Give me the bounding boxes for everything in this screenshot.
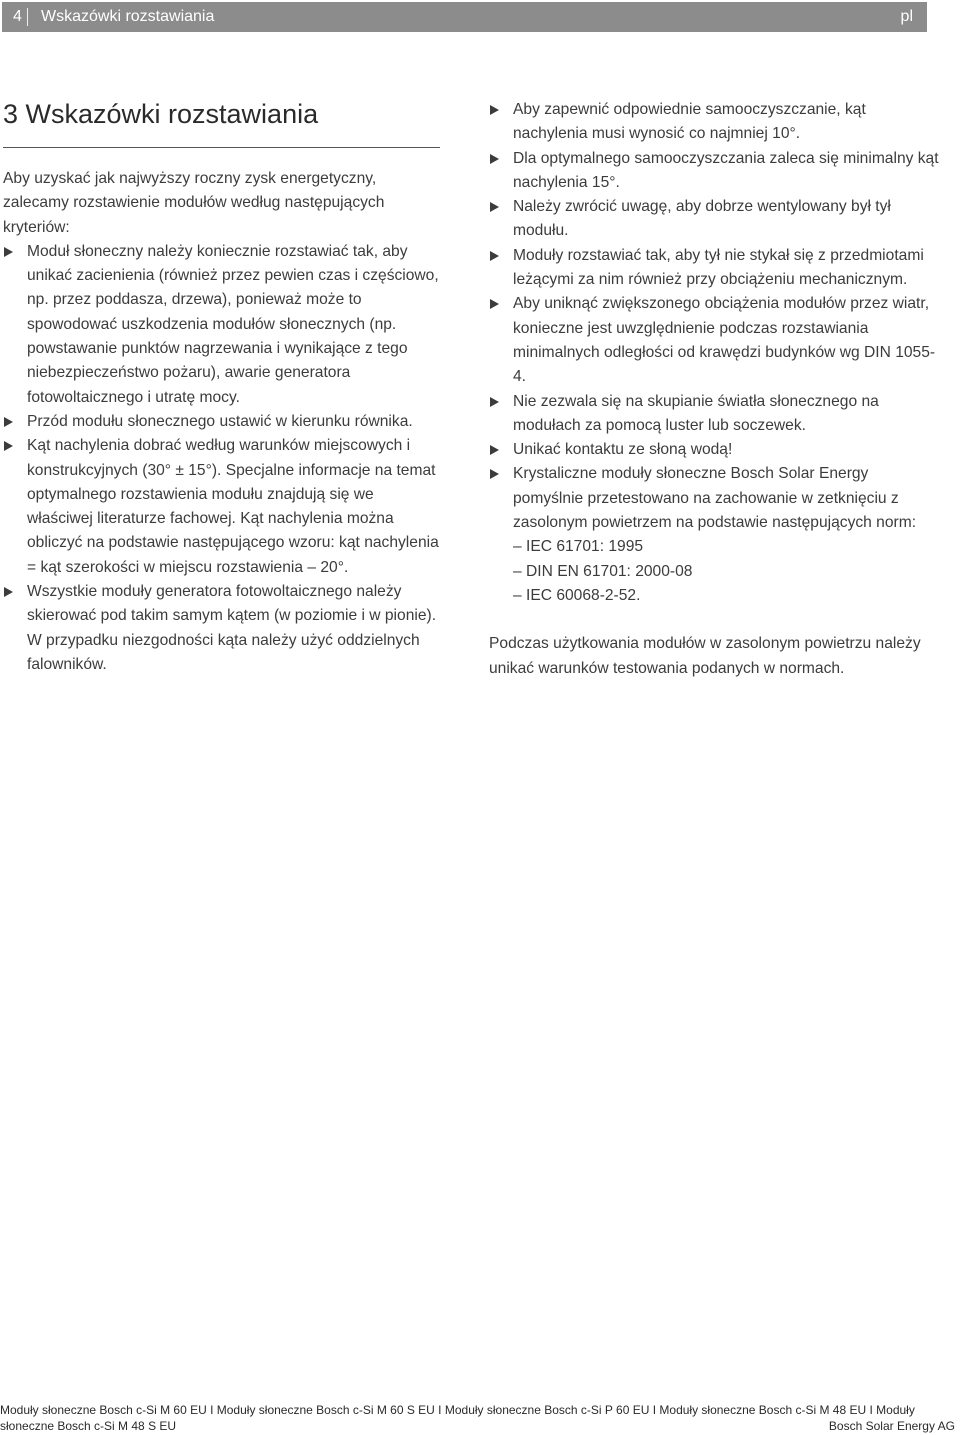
triangle-bullet-icon xyxy=(490,154,499,164)
list-item-text: Moduł słoneczny należy koniecznie rozstawiać tak, aby unikać zacienienia (również przez pewien czas i częściowo, np. przez poddasza, drzewa), ponieważ może to spowodować uszkodzenia modułów słonecznych (np. powstawanie punktów nagrzewania i wynikające z tego niebezpieczeństwo pożaru), awarie generatora fotowoltaicznego i utratę mocy. xyxy=(27,242,439,406)
list-item xyxy=(489,147,939,196)
list-item xyxy=(489,438,939,462)
triangle-bullet-icon xyxy=(490,469,499,479)
norm-item: – IEC 60068-2-52. xyxy=(513,586,641,604)
norms-list xyxy=(513,535,939,608)
page-number: 4 xyxy=(13,8,22,25)
page-header-bar xyxy=(2,2,927,32)
triangle-bullet-icon xyxy=(490,445,499,455)
title-divider xyxy=(3,147,440,148)
intro-paragraph: Aby uzyskać jak najwyższy roczny zysk energetyczny, zalecamy rozstawienie modułów według następujących kryteriów: xyxy=(3,170,385,236)
list-item-text: Przód modułu słonecznego ustawić w kierunku równika. xyxy=(27,412,413,430)
list-item-text: Moduły rozstawiać tak, aby tył nie stykał się z przedmiotami leżącymi za nim również przy obciążeniu mechanicznym. xyxy=(513,246,924,289)
list-item-text: Kąt nachylenia dobrać według warunków miejscowych i konstrukcyjnych (30° ± 15°). Specjalne informacje na temat optymalnego rozstawienia modułu znajdują się we właściwej literaturze fachowej. Kąt nachylenia można obliczyć na podstawie następującego wzoru: kąt nachylenia = kąt szerokości w miejscu rozstawienia – 20°. xyxy=(27,437,439,576)
list-item-text: Aby uniknąć zwiększonego obciążenia modułów przez wiatr, konieczne jest uwzględnienie podczas rozstawiania minimalnych odległości od krawędzi budynków wg DIN 1055-4. xyxy=(513,295,936,386)
triangle-bullet-icon xyxy=(4,417,13,427)
list-item xyxy=(489,390,939,439)
list-item-text: Dla optymalnego samooczyszczania zaleca się minimalny kąt nachylenia 15°. xyxy=(513,149,939,191)
list-item-text: Aby zapewnić odpowiednie samooczyszczanie, kąt nachylenia musi wynosić co najmniej 10°. xyxy=(513,101,866,143)
triangle-bullet-icon xyxy=(490,105,499,115)
list-item-text: Unikać kontaktu ze słoną wodą! xyxy=(513,441,733,459)
triangle-bullet-icon xyxy=(490,397,499,407)
triangle-bullet-icon xyxy=(4,587,13,597)
header-divider xyxy=(27,8,28,26)
list-item-text: Nie zezwala się na skupianie światła słonecznego na modułach za pomocą luster lub soczewek. xyxy=(513,392,879,434)
list-item-text: Krystaliczne moduły słoneczne Bosch Solar Energy pomyślnie przetestowano na zachowanie w zetknięciu z zasolonym powietrzem na podstawie następujących norm: xyxy=(513,465,917,532)
list-item-text: Należy zwrócić uwagę, aby dobrze wentylowany był tył modułu. xyxy=(513,198,891,240)
norm-item: – DIN EN 61701: 2000-08 xyxy=(513,562,693,580)
header-title: Wskazówki rozstawiania xyxy=(41,8,215,25)
list-item xyxy=(3,410,440,434)
footer-company: Bosch Solar Energy AG xyxy=(828,1419,955,1433)
list-item xyxy=(489,292,939,389)
list-item-text: Wszystkie moduły generatora fotowoltaicznego należy skierować pod takim samym kątem (w poziomie i w pionie). W przypadku niezgodności kąta należy użyć oddzielnych falowników. xyxy=(27,583,437,673)
left-bullet-list xyxy=(3,240,440,677)
list-item xyxy=(489,195,939,244)
closing-paragraph: Podczas użytkowania modułów w zasolonym powietrzu należy unikać warunków testowania podanych w normach. xyxy=(489,635,921,677)
triangle-bullet-icon xyxy=(490,251,499,261)
right-bullet-list xyxy=(489,98,939,608)
list-item xyxy=(489,244,939,293)
page-footer xyxy=(0,1402,955,1434)
norm-item: – IEC 61701: 1995 xyxy=(513,538,644,556)
left-column xyxy=(3,95,440,677)
list-item xyxy=(489,462,939,608)
triangle-bullet-icon xyxy=(4,247,13,257)
triangle-bullet-icon xyxy=(4,441,13,451)
list-item xyxy=(3,580,440,677)
section-title: 3 Wskazówki rozstawiania xyxy=(3,99,319,129)
language-code: pl xyxy=(900,8,913,25)
triangle-bullet-icon xyxy=(490,202,499,212)
footer-models: Moduły słoneczne Bosch c-Si M 60 EU I Moduły słoneczne Bosch c-Si M 60 S EU I Moduły słoneczne Bosch c-Si P 60 EU I Moduły słoneczne Bosch c-Si M 48 EU I Moduły słoneczne Bosch c-Si M 48 S EU xyxy=(0,1403,915,1433)
triangle-bullet-icon xyxy=(490,299,499,309)
right-column xyxy=(489,98,939,681)
list-item xyxy=(489,98,939,147)
list-item xyxy=(3,434,440,580)
list-item xyxy=(3,240,440,410)
